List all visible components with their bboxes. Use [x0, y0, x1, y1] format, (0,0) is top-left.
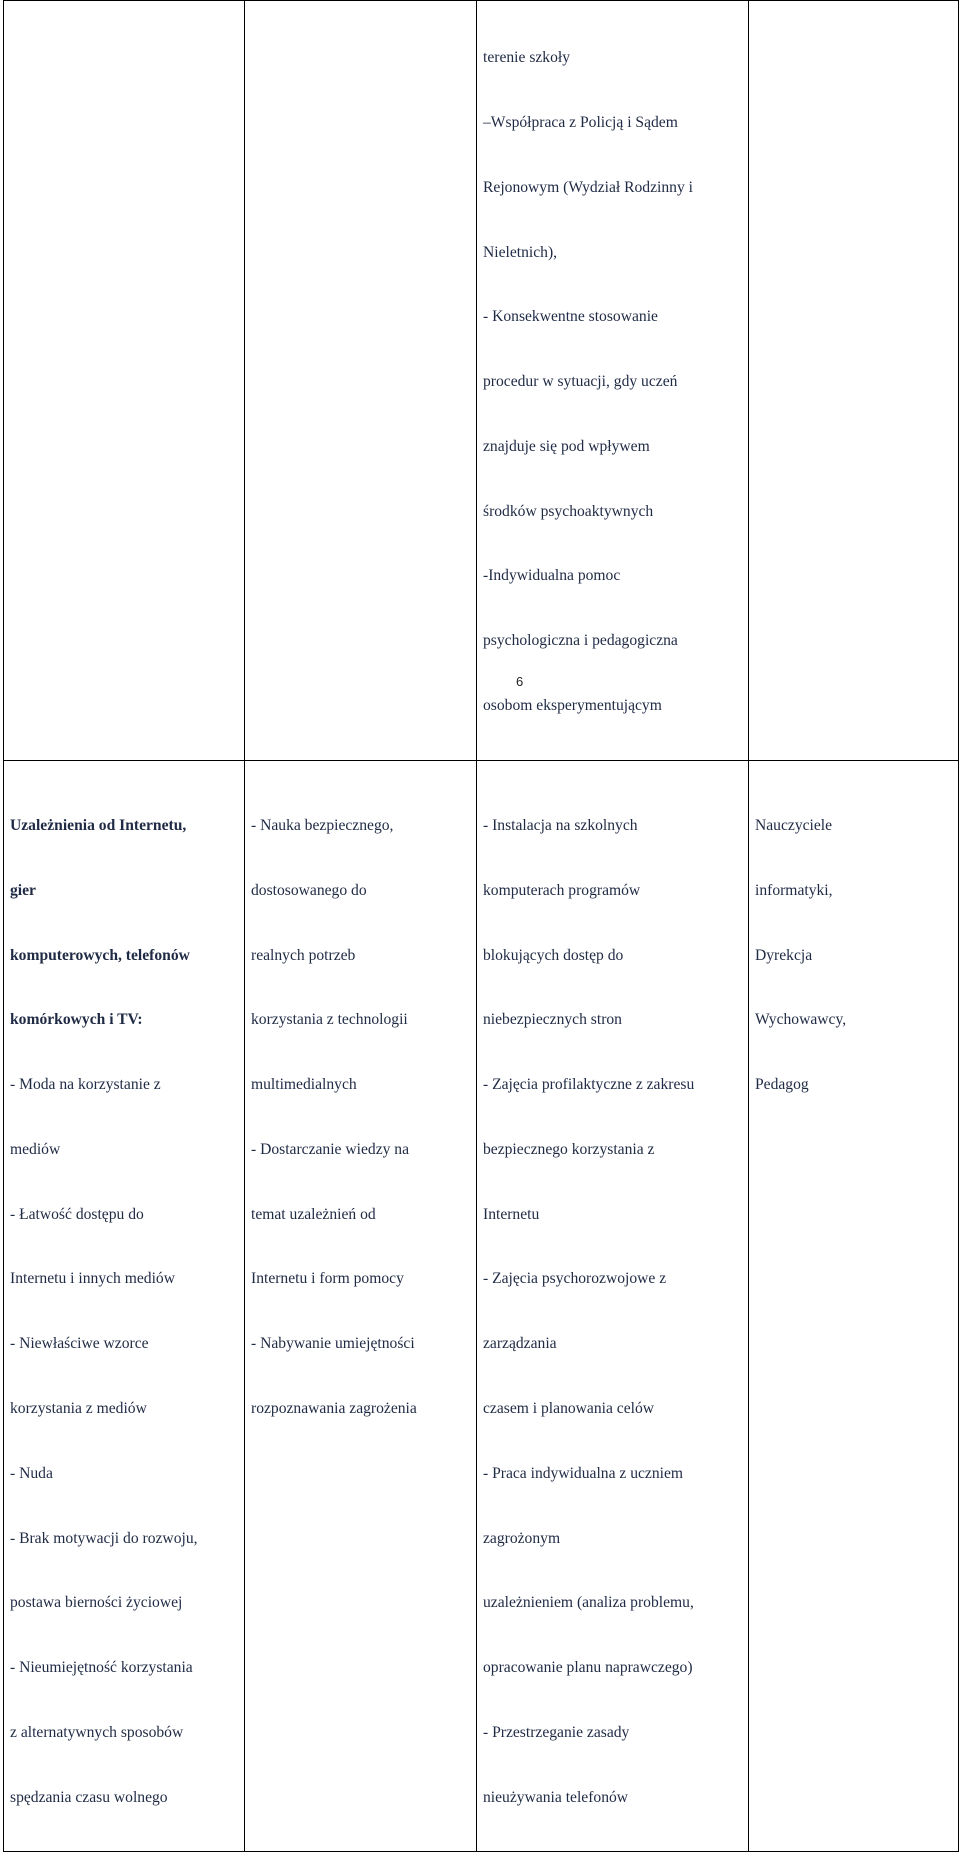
text-line: realnych potrzeb: [251, 946, 356, 964]
text-line: terenie szkoły: [483, 49, 571, 67]
table-cell-row1-col4: [749, 1, 959, 761]
text-line: informatyki,: [755, 881, 833, 899]
cell-text: [4, 761, 244, 1852]
text-line: Nauczyciele: [755, 816, 833, 834]
text-line: - Dostarczanie wiedzy na: [251, 1140, 410, 1158]
text-line: - Niewłaściwe wzorce: [10, 1335, 149, 1353]
problem-heading-line: gier: [10, 881, 36, 899]
text-line: –Współpraca z Policją i Sądem: [483, 113, 678, 131]
text-line: uzależnieniem (analiza problemu,: [483, 1594, 694, 1612]
text-line: blokujących dostęp do: [483, 946, 624, 964]
text-line: - Instalacja na szkolnych: [483, 816, 638, 834]
text-line: - Nieumiejętność korzystania: [10, 1659, 193, 1677]
text-line: rozpoznawania zagrożenia: [251, 1400, 417, 1417]
table-cell-actions: [477, 760, 749, 1852]
text-line: osobom eksperymentującym: [483, 697, 662, 714]
text-line: - Konsekwentne stosowanie: [483, 308, 658, 326]
text-line: opracowanie planu naprawczego): [483, 1659, 693, 1677]
text-line: niebezpiecznych stron: [483, 1011, 622, 1029]
text-line: bezpiecznego korzystania z: [483, 1140, 655, 1158]
text-line: środków psychoaktywnych: [483, 502, 654, 520]
text-line: znajduje się pod wpływem: [483, 437, 650, 455]
text-line: Internetu i form pomocy: [251, 1270, 404, 1288]
table-row: [4, 1, 959, 761]
problem-heading-line: komputerowych, telefonów: [10, 946, 190, 964]
text-line: - Zajęcia profilaktyczne z zakresu: [483, 1076, 695, 1094]
text-line: mediów: [10, 1140, 61, 1158]
table-cell-responsible: [749, 760, 959, 1852]
text-line: -Indywidualna pomoc: [483, 567, 621, 585]
text-line: - Praca indywidualna z uczniem: [483, 1464, 684, 1482]
text-line: - Moda na korzystanie z: [10, 1076, 161, 1094]
text-line: Dyrekcja: [755, 946, 813, 964]
table-cell-problem: [4, 760, 245, 1852]
text-line: czasem i planowania celów: [483, 1400, 655, 1417]
text-line: psychologiczna i pedagogiczna: [483, 632, 678, 650]
table-cell-goals: [245, 760, 477, 1852]
text-line: temat uzależnień od: [251, 1205, 376, 1223]
text-line: Pedagog: [755, 1076, 809, 1094]
text-line: procedur w sytuacji, gdy uczeń: [483, 373, 678, 391]
cell-text: [749, 761, 958, 1139]
text-line: Nieletnich),: [483, 243, 558, 261]
text-line: zagrożonym: [483, 1529, 561, 1547]
page-number: 6: [516, 674, 524, 689]
text-line: - Brak motywacji do rozwoju,: [10, 1529, 198, 1547]
problem-heading-line: komórkowych i TV:: [10, 1011, 143, 1029]
table-cell-row1-col2: [245, 1, 477, 761]
text-line: multimedialnych: [251, 1076, 357, 1094]
text-line: z alternatywnych sposobów: [10, 1723, 184, 1741]
prevention-table: [3, 0, 959, 1852]
table-cell-row1-col3: [477, 1, 749, 761]
text-line: zarządzania: [483, 1335, 557, 1353]
cell-text: [245, 761, 476, 1463]
problem-heading-line: Uzależnienia od Internetu,: [10, 816, 187, 834]
cell-text: [477, 1, 748, 760]
text-line: spędzania czasu wolnego: [10, 1788, 168, 1806]
text-line: - Zajęcia psychorozwojowe z: [483, 1270, 667, 1288]
text-line: korzystania z technologii: [251, 1011, 408, 1029]
text-line: dostosowanego do: [251, 881, 367, 899]
text-line: - Łatwość dostępu do: [10, 1205, 144, 1223]
text-line: postawa bierności życiowej: [10, 1594, 183, 1612]
text-line: korzystania z mediów: [10, 1400, 147, 1417]
text-line: Internetu: [483, 1205, 540, 1223]
cell-text: [477, 761, 748, 1852]
text-line: nieużywania telefonów: [483, 1788, 629, 1806]
table-cell-row1-col1: [4, 1, 245, 761]
text-line: Internetu i innych mediów: [10, 1270, 175, 1288]
text-line: - Nabywanie umiejętności: [251, 1335, 415, 1353]
text-line: Wychowawcy,: [755, 1011, 847, 1029]
text-line: - Nuda: [10, 1464, 53, 1482]
text-line: - Przestrzeganie zasady: [483, 1723, 630, 1741]
text-line: komputerach programów: [483, 881, 641, 899]
text-line: - Nauka bezpiecznego,: [251, 816, 394, 834]
table-row: [4, 760, 959, 1852]
text-line: Rejonowym (Wydział Rodzinny i: [483, 178, 693, 196]
